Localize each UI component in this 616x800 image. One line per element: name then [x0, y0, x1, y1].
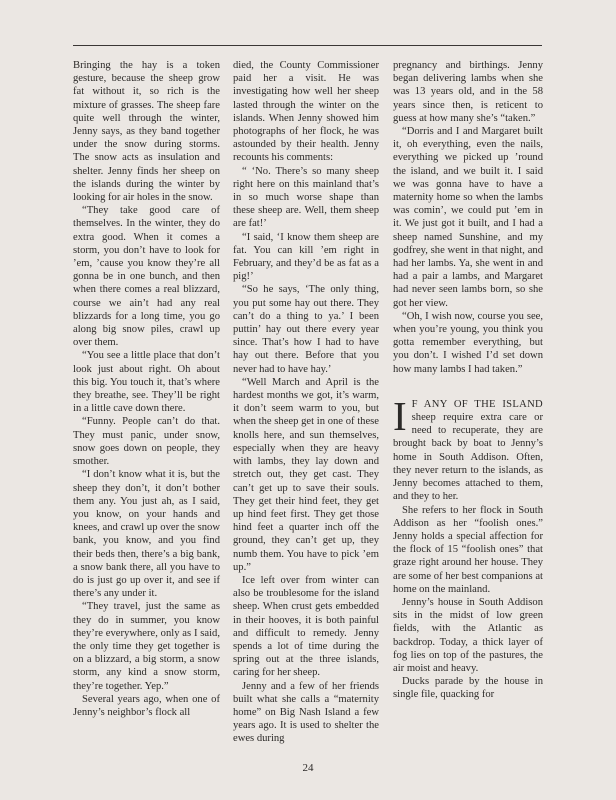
paragraph: Bringing the hay is a token gesture, because the sheep grow fat without it, so rich is the mixture of grasses. The sheep fare quite well through the winter, Jenny says, as they band together under the snow during storms. The snow acts as insulation and shelter. Jenny finds her sheep on the islands during the winter by looking for air holes in the snow. [73, 60, 220, 204]
top-rule [73, 45, 542, 46]
column-1 [73, 59, 220, 719]
paragraph: Several years ago, when one of Jenny’s neighbor’s flock all [73, 693, 220, 718]
paragraph: “They travel, just the same as they do in summer, you know they’re everywhere, only as I said, the only time they get together is on a blizzard, a big storm, a snow storm, any kind a snow storm, they’re together. Yep.” [73, 601, 220, 692]
paragraph: died, the County Commissioner paid her a visit. He was investigating how well her sheep lasted through the winter on the islands. When Jenny showed him photographs of her flock, he was astounded by their health. Jenny recounts his comments: [233, 60, 379, 164]
drop-cap: I [393, 392, 407, 439]
paragraph: “Dorris and I and Margaret built it, oh everything, even the nails, everything we picked up ’round the island, and we built it. I said we was gonna have to have a maternity home so when the lambs was comin’, we could put ’em in it. We just got it built, and I had a sheep named Sunshine, and my godfrey, she went in that night, and had her lambs. Ya, she went in and had a pair a lambs, and Margaret had never seen lambs born, so she got her view. [393, 126, 543, 309]
paragraph: “I don’t know what it is, but the sheep they don’t, it don’t bother them any. You just ah, as I said, you know, on your hands and knees, and crawl up over the snow bank, you know, and you find their beds then, there’s a big bank, a snow bank there, all you have to do is just go up over it, and see if there’s any under it. [73, 469, 220, 600]
paragraph: “Well March and April is the hardest months we got, it’s warm, it don’t seem warm to you, but when the sheep get in one of these knolls here, and sun themselves, especially when they are heavy with lambs, they lay down and stretch out, they get cast. They can’t get up to save their souls. They get their hind feet, they get up hind feet first. They get those hind feet a quarter inch off the ground, they can’t get up, they numb them. You have to pick ’em up.” [233, 376, 379, 573]
paragraph: “So he says, ‘The only thing, you put some hay out there. They can’t do a thing to ya.’ I been puttin’ hay out there every year since. That’s how I had to have hay out there. Before that you never had to have hay.’ [233, 284, 379, 375]
paragraph: “I said, ‘I know them sheep are fat. You can kill ’em right in February, and they’d be as fat as a pig!’ [233, 231, 379, 283]
paragraph: “They take good care of themselves. In the winter, they do extra good. When it comes a storm, you don’t have to look for ’em, ’cause you know they’re all gonna be in one bunch, and then when there comes a real blizzard, course we ain’t had any real blizzards for a long time, you go along big snow piles, crawl up over them. [73, 205, 220, 349]
paragraph: “You see a little place that don’t look just about right. Oh about this big. You touch it, that’s where they breathe, see. They’ll be right in a little cave down there. [73, 350, 220, 415]
paragraph: “Funny. People can’t do that. They must panic, under snow, snow goes down on people, they smother. [73, 416, 220, 468]
paragraph-text: sheep require extra care or need to recuperate, they are brought back by boat to Jenny’s home in South Addison. Often, they never return to the islands, as Jenny becomes attached to them, and they to her. [393, 412, 543, 503]
column-3 [393, 59, 543, 702]
page-number: 24 [302, 762, 314, 774]
lead-in: F ANY OF THE ISLAND [411, 398, 543, 410]
paragraph: pregnancy and birthings. Jenny began delivering lambs when she was 13 years old, and in the 58 years since then, is reticent to guess at how many she’s “taken.” [393, 60, 543, 124]
paragraph: Jenny and a few of her friends built what she calls a “maternity home” on Big Nash Island a few years ago. It is used to shelter the ewes during [233, 680, 379, 745]
paragraph: “Oh, I wish now, course you see, when you’re young, you think you gotta remember everything, but you don’t. I wished I’d set down how many lambs I had taken.” [393, 310, 543, 375]
paragraph: Jenny’s house in South Addison sits in the midst of low green fields, with the Atlantic as backdrop. Today, a thick layer of fog lies on top of the pastures, the air moist and heavy. [393, 596, 543, 674]
paragraph: “ ‘No. There’s so many sheep right here on this mainland that’s in so much worse shape than these sheep are. Well, them sheep are fat!’ [233, 165, 379, 230]
paragraph: She refers to her flock in South Addison as her “foolish ones.” Jenny holds a special affection for the flock of 15 “foolish ones” that graze right around her house. They are some of her best companions at home on the mainland. [393, 504, 543, 595]
dropcap-paragraph [393, 392, 543, 504]
section-break-block [393, 392, 543, 702]
column-2 [233, 59, 379, 746]
paragraph: Ice left over from winter can also be troublesome for the island sheep. When crust gets embedded in their hooves, it is both painful and difficult to remedy. Jenny spends a lot of time during the spring out at the three islands, caring for her sheep. [233, 574, 379, 679]
paragraph: Ducks parade by the house in single file, quacking for [393, 676, 543, 701]
